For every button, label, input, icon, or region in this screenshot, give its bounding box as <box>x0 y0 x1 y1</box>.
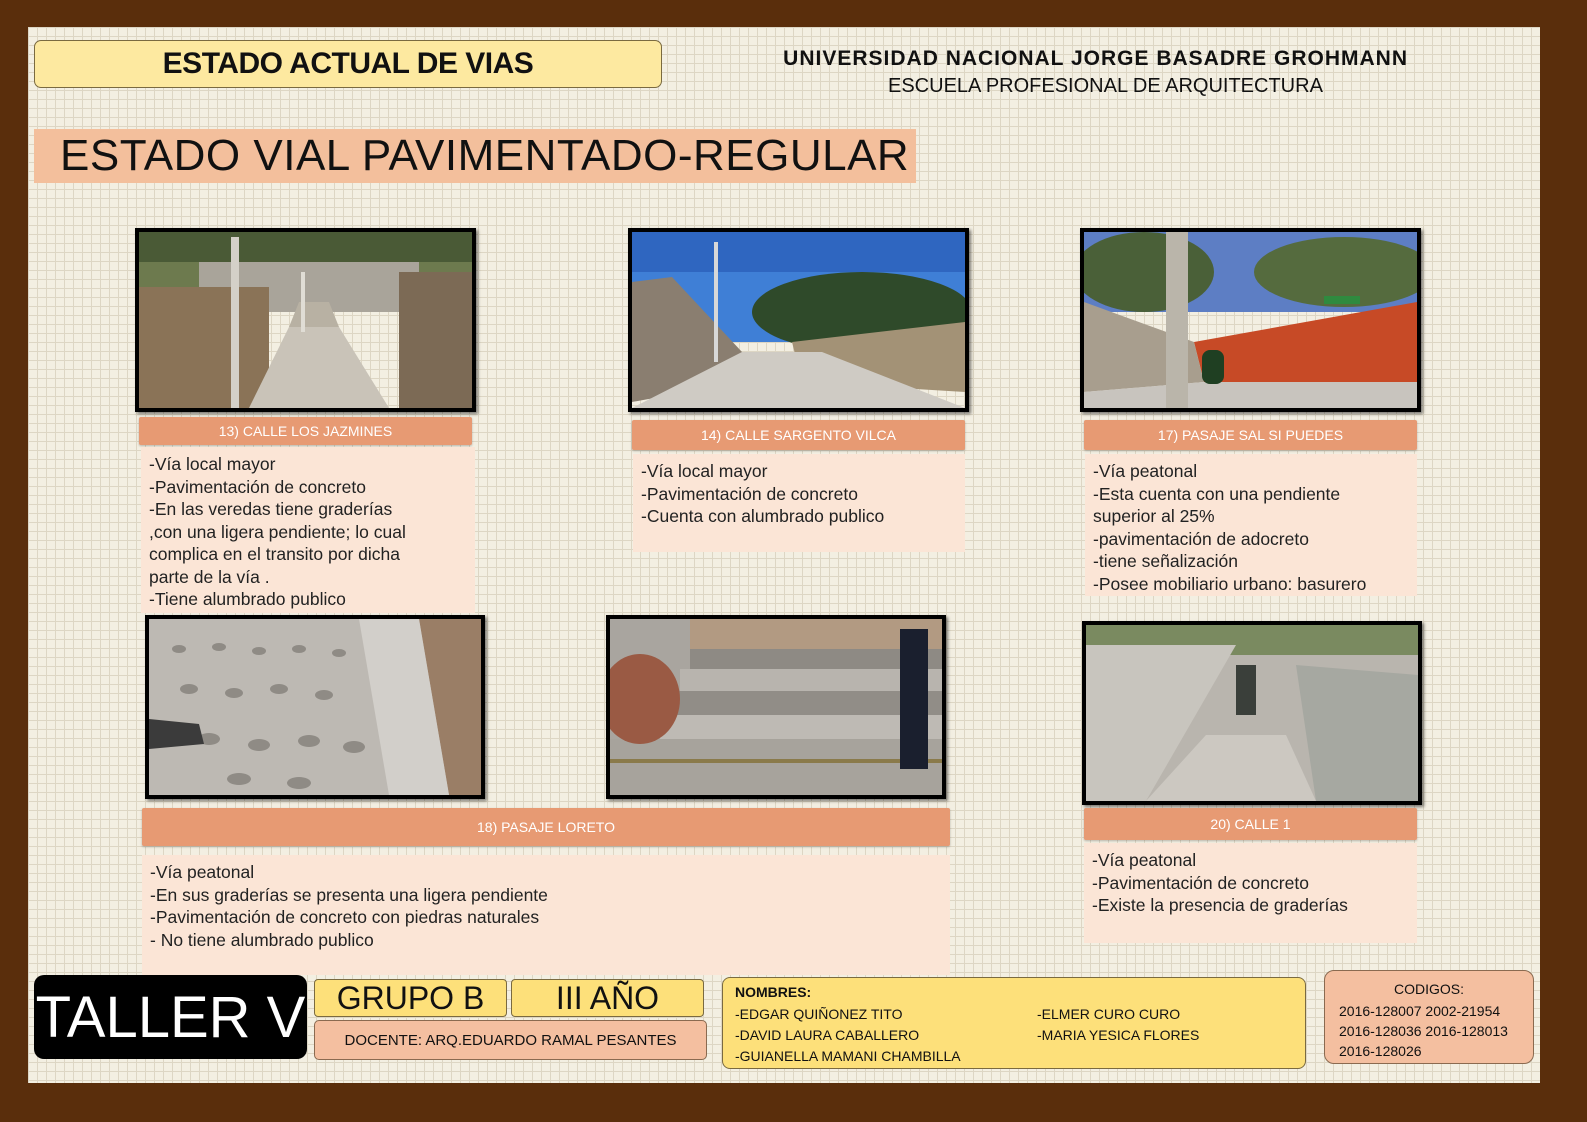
desc-calle-1 <box>1084 843 1417 943</box>
label-calle-los-jazmines: 13) CALLE LOS JAZMINES <box>139 417 472 445</box>
photo-calle-1 <box>1082 621 1422 805</box>
taller-badge: TALLER V <box>34 975 307 1059</box>
label-calle-1: 20) CALLE 1 <box>1084 808 1417 840</box>
photo-pasaje-loreto-2 <box>606 615 946 799</box>
street-photo-illustration <box>1084 232 1417 408</box>
code-item: 2016-128007 2002-21954 <box>1339 1003 1501 1019</box>
photo-pasaje-sal-si-puedes <box>1080 228 1421 412</box>
label-pasaje-loreto: 18) PASAJE LORETO <box>142 808 950 846</box>
desc-line: -Vía local mayor <box>149 454 276 474</box>
section-title: ESTADO ACTUAL DE VIAS <box>34 40 662 88</box>
desc-calle-los-jazmines <box>141 447 475 613</box>
desc-pasaje-sal-si-puedes <box>1085 454 1417 596</box>
desc-line: -Vía peatonal <box>1092 850 1197 870</box>
name-item: -GUIANELLA MAMANI CHAMBILLA <box>735 1048 961 1064</box>
docente-box: DOCENTE: ARQ.EDUARDO RAMAL PESANTES <box>314 1020 707 1060</box>
desc-line: complica en el transito por dicha <box>149 544 400 564</box>
names-box <box>722 977 1306 1069</box>
desc-line: -Pavimentación de concreto <box>1092 872 1309 893</box>
desc-line: -Posee mobiliario urbano: basurero <box>1093 573 1367 594</box>
school-name: ESCUELA PROFESIONAL DE ARQUITECTURA <box>888 75 1323 97</box>
names-title: NOMBRES: <box>735 984 812 1000</box>
desc-line: superior al 25% <box>1093 506 1215 526</box>
label-pasaje-sal-si-puedes: 17) PASAJE SAL SI PUEDES <box>1084 420 1417 450</box>
photo-pasaje-loreto-1 <box>145 615 485 799</box>
desc-line: -pavimentación de adocreto <box>1093 528 1309 549</box>
poster-sheet <box>28 27 1540 1083</box>
desc-line: -Esta cuenta con una pendiente <box>1093 483 1341 504</box>
name-item: -EDGAR QUIÑONEZ TITO <box>735 1006 903 1022</box>
desc-line: -Tiene alumbrado publico <box>149 589 346 609</box>
desc-calle-sargento-vilca <box>633 454 965 552</box>
name-item: -ELMER CURO CURO <box>1037 1006 1181 1022</box>
code-item: 2016-128026 <box>1339 1043 1422 1059</box>
grupo-badge: GRUPO B <box>314 979 507 1017</box>
codes-title: CODIGOS: <box>1393 981 1464 997</box>
desc-line: parte de la vía . <box>149 566 270 587</box>
street-photo-illustration <box>1086 625 1418 801</box>
desc-line: -Cuenta con alumbrado publico <box>641 506 885 526</box>
label-calle-sargento-vilca: 14) CALLE SARGENTO VILCA <box>632 420 965 450</box>
anio-badge: III AÑO <box>511 979 704 1017</box>
code-item: 2016-128036 2016-128013 <box>1339 1023 1508 1039</box>
codes-box <box>1324 970 1534 1064</box>
desc-line: -Vía peatonal <box>150 862 255 882</box>
main-title: ESTADO VIAL PAVIMENTADO-REGULAR <box>34 129 916 183</box>
desc-line: -En sus graderías se presenta una ligera pendiente <box>150 884 548 905</box>
desc-line: -Pavimentación de concreto <box>641 483 858 504</box>
name-item: -DAVID LAURA CABALLERO <box>735 1027 920 1043</box>
desc-line: -Pavimentación de concreto <box>149 476 366 497</box>
desc-line: -Vía peatonal <box>1093 461 1198 481</box>
desc-line: -Existe la presencia de graderías <box>1092 895 1348 915</box>
desc-line: -Vía local mayor <box>641 461 768 481</box>
photo-calle-los-jazmines <box>135 228 476 412</box>
desc-line: - No tiene alumbrado publico <box>150 929 374 950</box>
desc-pasaje-loreto <box>142 855 950 975</box>
street-photo-illustration <box>610 619 942 795</box>
university-name: UNIVERSIDAD NACIONAL JORGE BASADRE GROHMANN <box>783 47 1408 70</box>
street-photo-illustration <box>632 232 965 408</box>
street-photo-illustration <box>139 232 472 408</box>
street-photo-illustration <box>149 619 481 795</box>
photo-calle-sargento-vilca <box>628 228 969 412</box>
desc-line: ,con una ligera pendiente; lo cual <box>149 521 406 542</box>
desc-line: -tiene señalización <box>1093 551 1238 571</box>
name-item: -MARIA YESICA FLORES <box>1037 1027 1200 1043</box>
desc-line: -Pavimentación de concreto con piedras naturales <box>150 907 540 927</box>
desc-line: -En las veredas tiene graderías <box>149 499 393 519</box>
